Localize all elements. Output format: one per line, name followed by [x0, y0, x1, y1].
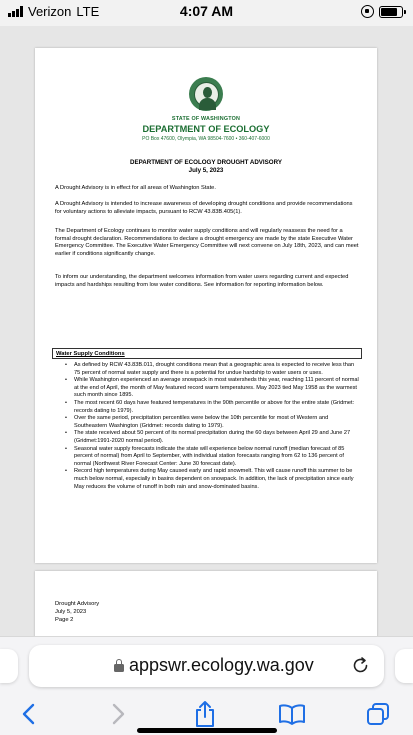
status-time: 4:07 AM [179, 3, 234, 19]
browser-chrome [0, 636, 413, 735]
page2-header-page: Page 2 [55, 617, 74, 623]
paragraph: The Department of Ecology continues to monitor water supply conditions and will regularly reassess the need for a formal drought declaration. Recommendations to declare a drought emergency are made by the state Executive Water Emergency Committee. The Executive Water Emergency Committee will next convene on July 18th, 2023, and can meet earlier if conditions significantly change. [55, 228, 359, 257]
battery-icon [379, 6, 403, 18]
list-item: • The state received about 50 percent of its normal precipitation during the 60 days between April 29 and June 27 (Gridmet:1991-2020 normal period). [65, 430, 361, 445]
carrier-label: Verizon [28, 4, 72, 19]
back-button[interactable] [14, 699, 44, 729]
advisory-date: July 5, 2023 [188, 167, 224, 174]
next-tab-peek[interactable] [395, 649, 413, 683]
network-label: LTE [76, 4, 100, 19]
reload-icon[interactable] [351, 656, 371, 676]
status-bar [0, 0, 413, 26]
status-right [361, 5, 403, 18]
tabs-icon [366, 702, 390, 726]
chevron-right-icon [110, 703, 126, 725]
orientation-lock-icon [361, 5, 374, 18]
home-indicator [137, 728, 277, 733]
pdf-page-1 [35, 48, 377, 563]
section-heading-water-supply: Water Supply Conditions [52, 348, 362, 359]
paragraph: A Drought Advisory is in effect for all areas of Washington State. [55, 185, 216, 191]
list-item: • While Washington experienced an average snowpack in most watersheds this year, reaching 111 percent of normal at the end of April, the month of May featured record warm temperatures. May 2023 tied May 1958 as the warmest such month since 1895. [65, 377, 361, 400]
letterhead-state: STATE OF WASHINGTON [171, 116, 241, 122]
letterhead-department: DEPARTMENT OF ECOLOGY [142, 124, 270, 134]
forward-button[interactable] [103, 699, 133, 729]
book-icon [278, 703, 306, 725]
list-item: • As defined by RCW 43.83B.011, drought conditions mean that a geographic area is expected to receive less than 75 percent of normal water supply and there is a potential for undue hardship to water users or uses. [65, 362, 361, 377]
address-bar[interactable] [29, 645, 384, 687]
letterhead-address: PO Box 47600, Olympia, WA 98504-7600 • 360-407-6000 [142, 136, 270, 142]
bookmarks-button[interactable] [277, 699, 307, 729]
url-text[interactable]: appswr.ecology.wa.gov [129, 655, 314, 675]
list-item: • The most recent 60 days have featured temperatures in the 90th percentile or above for the entire state (Gridmet: records dating to 1979). [65, 400, 361, 415]
page2-header-title: Drought Advisory [55, 601, 100, 607]
advisory-title: DEPARTMENT OF ECOLOGY DROUGHT ADVISORY [130, 159, 282, 166]
list-item: • Record high temperatures during May caused early and rapid snowmelt. This will cause runoff this summer to be much below normal, especially in basins dependent on snowpack. In addition, the lack of precipitation since early May reduces the volume of runoff in both rain and snow-dominated basins. [65, 468, 361, 491]
tabs-button[interactable] [363, 699, 393, 729]
paragraph: To inform our understanding, the department welcomes information from water users regarding current and expected impacts and hardships resulting from low water conditions. See information for reporting information below. [55, 274, 349, 288]
document-viewer[interactable] [0, 26, 413, 636]
browser-toolbar [0, 699, 413, 729]
share-button[interactable] [190, 699, 220, 729]
page2-header-date: July 5, 2023 [55, 609, 87, 615]
list-item: • Seasonal water supply forecasts indicate the state will experience below normal runoff (median forecast of 85 percent of normal) from April to September, with individual station forecasts ranging from 62 to 136 percent of normal (Northwest River Forecast Center: June 30 forecast date). [65, 446, 361, 469]
washington-state-seal-icon [189, 77, 223, 111]
list-item: • Over the same period, precipitation percentiles were below the 10th percentile for most of Western and Southeastern Washington (Gridmet: records dating to 1979). [65, 415, 361, 430]
conditions-list [65, 362, 361, 491]
previous-tab-peek[interactable] [0, 649, 18, 683]
paragraph: A Drought Advisory is intended to increase awareness of developing drought conditions and provide recommendations for voluntary actions to alleviate impacts, pursuant to RCW 43.83B.405(1). [55, 201, 353, 215]
chevron-left-icon [21, 703, 37, 725]
share-icon [194, 700, 216, 728]
lock-icon [114, 659, 124, 672]
